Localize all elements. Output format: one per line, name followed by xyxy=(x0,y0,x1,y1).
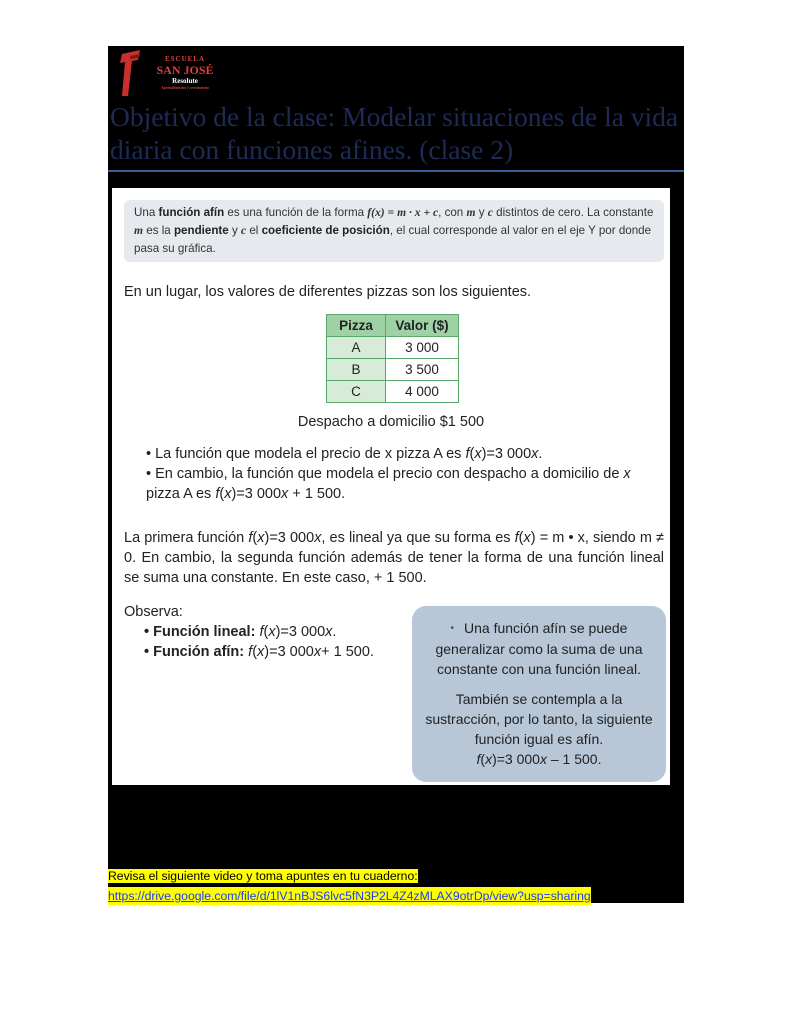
math-var: x xyxy=(539,751,547,767)
explanation-paragraph xyxy=(124,528,664,588)
math-var: x xyxy=(224,486,232,502)
pizza-table xyxy=(326,314,459,403)
math-var: f xyxy=(465,446,470,462)
math-var: x xyxy=(474,446,482,462)
text: pizza A es xyxy=(146,486,216,502)
item-label: • Función lineal: xyxy=(144,624,256,640)
column-header: Valor ($) xyxy=(386,315,459,337)
text: ) = m • x, siendo m ≠ 0. En cambio, la segunda función además de tener la forma de una función lineal se suma una constante. En este caso, + 1 500. xyxy=(124,530,664,586)
math-var: x xyxy=(485,751,493,767)
text: ( xyxy=(252,530,258,546)
logo-line2: SAN JOSÉ xyxy=(156,63,214,77)
text: ( xyxy=(252,644,258,660)
affine-function-item xyxy=(124,642,374,662)
video-link[interactable]: https://drive.google.com/file/d/1lV1nBJS6lvc5fN3P2L4Z4zMLAX9otrDp/view?usp=sharing xyxy=(108,889,591,903)
note-paragraph xyxy=(420,689,658,749)
bullet-list xyxy=(146,444,666,504)
delivery-fee: Despacho a domicilio $1 500 xyxy=(297,414,485,430)
math-var: x xyxy=(531,446,539,462)
math-var: f xyxy=(259,624,264,640)
math-var: f xyxy=(248,530,253,546)
note-paragraph xyxy=(420,618,658,679)
table-cell: B xyxy=(327,359,386,381)
math-var: f xyxy=(514,530,519,546)
def-text: es la xyxy=(143,224,174,237)
def-term: pendiente xyxy=(173,224,229,237)
math-var: x xyxy=(257,530,265,546)
def-text: y xyxy=(228,224,241,237)
page-title: Objetivo de la clase: Modelar situaciones de la vida diaria con funciones afines. (clase 2) xyxy=(110,101,679,165)
math-var: x xyxy=(313,644,322,660)
bullet-dot-icon: • xyxy=(450,623,455,634)
math-var: f xyxy=(215,486,220,502)
def-var: m xyxy=(466,206,476,219)
school-logo xyxy=(116,48,236,100)
math-var: x xyxy=(314,530,322,546)
table-row xyxy=(327,381,459,403)
def-text: , con xyxy=(438,206,467,219)
math-var: x xyxy=(281,486,289,502)
def-var: c xyxy=(240,224,247,237)
school-logo-icon xyxy=(116,48,148,98)
text: )=3 000 xyxy=(492,751,540,767)
lesson-content xyxy=(112,188,670,785)
note-text: Una función afín se puede generalizar como la suma de una constante con una función lineal. xyxy=(435,620,643,677)
text: ( xyxy=(518,530,524,546)
observe-section xyxy=(124,602,374,662)
table-row xyxy=(327,337,459,359)
definition-box xyxy=(124,200,664,262)
def-text: el xyxy=(246,224,262,237)
text: . xyxy=(332,624,337,640)
def-text: y xyxy=(475,206,488,219)
def-text: es una función de la forma xyxy=(224,206,368,219)
text: + 1 500. xyxy=(288,486,346,502)
math-var: f xyxy=(248,644,253,660)
def-term: coeficiente de posición xyxy=(261,224,390,237)
logo-line3: Resolute xyxy=(172,77,198,85)
slide xyxy=(108,46,684,903)
video-instruction: Revisa el siguiente video y toma apuntes en tu cuaderno: xyxy=(108,869,418,883)
table-cell: C xyxy=(327,381,386,403)
note-text: También se contempla a la sustracción, por lo tanto, la siguiente función igual es afín. xyxy=(425,691,653,747)
logo-line4: Aprendimiento y crecimiento xyxy=(161,85,209,90)
table-cell: 3 000 xyxy=(386,337,459,359)
def-var: m xyxy=(134,224,144,237)
column-header: Pizza xyxy=(327,315,386,337)
text: + 1 500. xyxy=(321,644,374,660)
item-label: • Función afín: xyxy=(144,644,245,660)
def-var: c xyxy=(487,206,493,219)
text: , es lineal ya que su forma es xyxy=(321,530,515,546)
math-var: x xyxy=(523,530,531,546)
math-var: x xyxy=(268,624,276,640)
table-row xyxy=(327,359,459,381)
logo-line1: ESCUELA xyxy=(164,55,206,63)
title-divider xyxy=(108,170,684,172)
text: )=3 000 xyxy=(275,624,326,640)
text: ( xyxy=(480,751,486,767)
def-text: distintos de cero. La constante xyxy=(492,206,654,219)
intro-text: En un lugar, los valores de diferentes pizzas son los siguientes. xyxy=(124,284,532,300)
def-formula: f(x) = m · x + c xyxy=(367,206,439,219)
text: )=3 000 xyxy=(264,530,315,546)
math-var: x xyxy=(623,466,631,482)
text: )=3 000 xyxy=(264,644,314,660)
text: La primera función xyxy=(124,530,249,546)
def-text: Una xyxy=(134,206,159,219)
text: )=3 000 xyxy=(231,486,282,502)
text: )=3 000 xyxy=(481,446,532,462)
table-header-row xyxy=(327,315,459,337)
text: ( xyxy=(469,446,475,462)
footer xyxy=(108,867,591,905)
text: ( xyxy=(219,486,225,502)
math-var: f xyxy=(476,751,481,767)
observe-label: Observa: xyxy=(124,604,183,620)
text: • La función que modela el precio de x pizza A es xyxy=(146,446,466,462)
note-box xyxy=(412,606,666,782)
linear-function-item xyxy=(124,622,374,642)
math-var: x xyxy=(257,644,265,660)
table-cell: 3 500 xyxy=(386,359,459,381)
text: – 1 500. xyxy=(546,751,602,767)
note-formula xyxy=(420,749,658,769)
bullet-item xyxy=(146,444,666,464)
bullet-item xyxy=(146,464,666,504)
text: ( xyxy=(263,624,269,640)
text: . xyxy=(538,446,543,462)
def-term: función afín xyxy=(158,206,225,219)
math-var: x xyxy=(325,624,333,640)
text: • En cambio, la función que modela el precio con despacho a domicilio de xyxy=(146,466,624,482)
def-text: , el cual corresponde al valor en el eje Y por donde pasa su gráfica. xyxy=(134,224,652,255)
table-cell: A xyxy=(327,337,386,359)
table-cell: 4 000 xyxy=(386,381,459,403)
